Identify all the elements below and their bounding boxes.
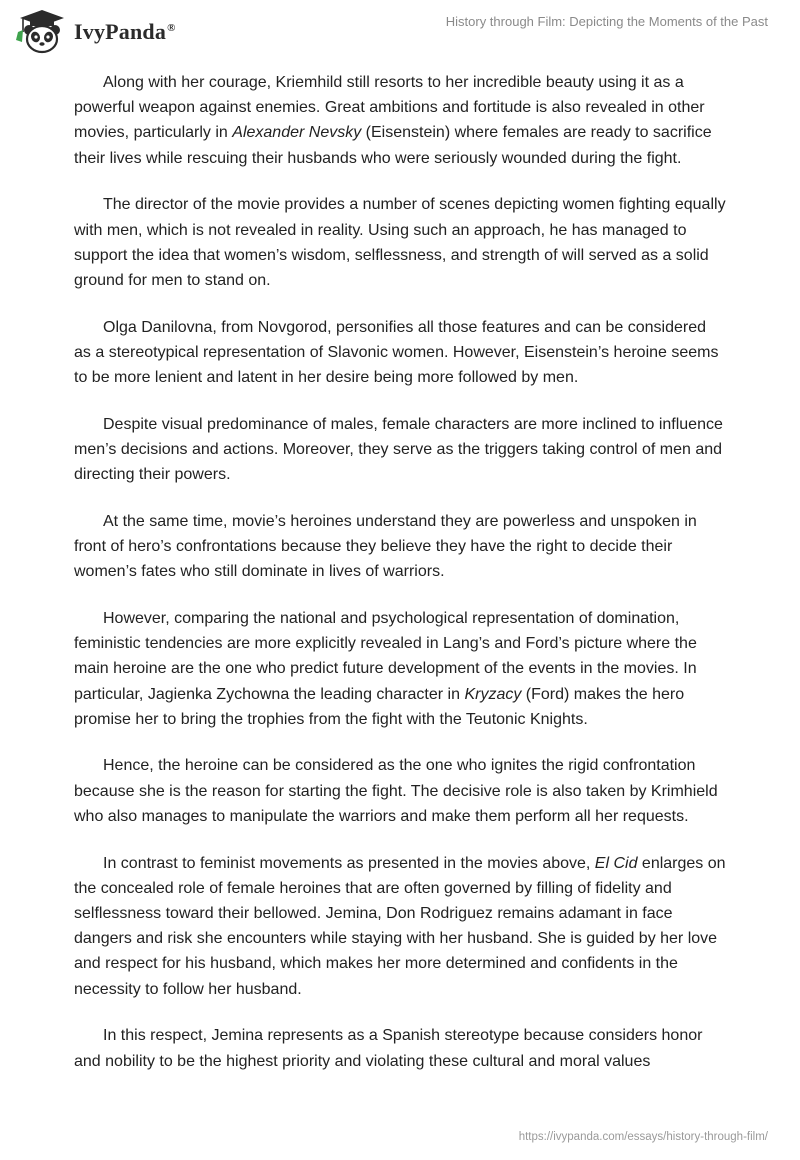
document-title: History through Film: Depicting the Moments of the Past (445, 14, 768, 29)
essay-paragraph (74, 192, 726, 293)
paragraph-text: Along with her courage, Kriemhild still resorts to her incredible beauty using it as a powerful weapon against enemies. Great ambitions and fortitude is also revealed in other movies, particularly in (74, 74, 705, 142)
essay-paragraph (74, 70, 726, 171)
essay-paragraph (74, 606, 726, 732)
paragraph-text: Despite visual predominance of males, female characters are more inclined to influence men’s decisions and actions. Moreover, they serve as the triggers taking control of men and directing their powers. (74, 415, 723, 484)
essay-paragraph (74, 753, 726, 829)
essay-paragraph (74, 315, 726, 391)
film-title: Alexander Nevsky (232, 124, 362, 142)
paragraph-text: In contrast to feminist movements as presented in the movies above, (103, 854, 595, 872)
panda-graduation-cap-icon (14, 8, 70, 54)
film-title: Kryzacy (464, 685, 522, 703)
registered-mark: ® (167, 21, 176, 34)
paragraph-text: Hence, the heroine can be considered as the one who ignites the rigid confrontation because she is the reason for starting the fight. The decisive role is also taken by Krimhield who also manages to manipulate the warriors and make them perform all her requests. (74, 757, 718, 825)
paragraph-text: (Eisenstein) where females are ready to sacrifice their lives while rescuing their husbands who were seriously wounded during the fight. (74, 124, 712, 167)
paragraph-text: The director of the movie provides a number of scenes depicting women fighting equally with men, which is not revealed in reality. Using such an approach, he has managed to support the idea that women’s wisdom, selflessness, and strength of will served as a solid ground for men to stand on. (74, 196, 726, 289)
paragraph-text: At the same time, movie’s heroines understand they are powerless and unspoken in front of hero’s confrontations because they believe they have the right to decide their women’s fates who still dominate in lives of warriors. (74, 512, 697, 581)
essay-paragraph (74, 509, 726, 585)
ivypanda-logo[interactable] (14, 8, 176, 54)
paragraph-text: Olga Danilovna, from Novgorod, personifies all those features and can be considered as a stereotypical representation of Slavonic women. However, Eisenstein’s heroine seems to be more lenient and latent in her desire being more followed by men. (74, 318, 719, 387)
paragraph-text: (Ford) makes the hero promise her to bring the trophies from the fight with the Teutonic Knights. (74, 685, 685, 728)
film-title: El Cid (594, 854, 638, 872)
essay-body (74, 70, 726, 1095)
paragraph-text: However, comparing the national and psychological representation of domination, feministic tendencies are more explicitly revealed in Lang’s and Ford’s picture where the main heroine are the one who predict future development of the events in the movies. In particular, Jagienka Zychowna the leading character in (74, 609, 697, 703)
page-header (0, 0, 800, 60)
essay-paragraph (74, 412, 726, 488)
paragraph-text: enlarges on the concealed role of female heroines that are often governed by filling of fidelity and selflessness toward their bellowed. Jemina, Don Rodriguez remains adamant in face dangers and risk she encounters while staying with her husband. She is guided by her love and respect for his husband, which makes her more determined and confidents in the necessity to follow her husband. (74, 854, 726, 998)
essay-paragraph (74, 1023, 726, 1073)
source-url[interactable]: https://ivypanda.com/essays/history-through-film/ (518, 1131, 768, 1143)
brand-name-text: IvyPanda (74, 19, 167, 44)
brand-name (74, 19, 176, 45)
paragraph-text: In this respect, Jemina represents as a Spanish stereotype because considers honor and nobility to be the highest priority and violating these cultural and moral values (74, 1027, 703, 1070)
essay-paragraph (74, 851, 726, 1002)
